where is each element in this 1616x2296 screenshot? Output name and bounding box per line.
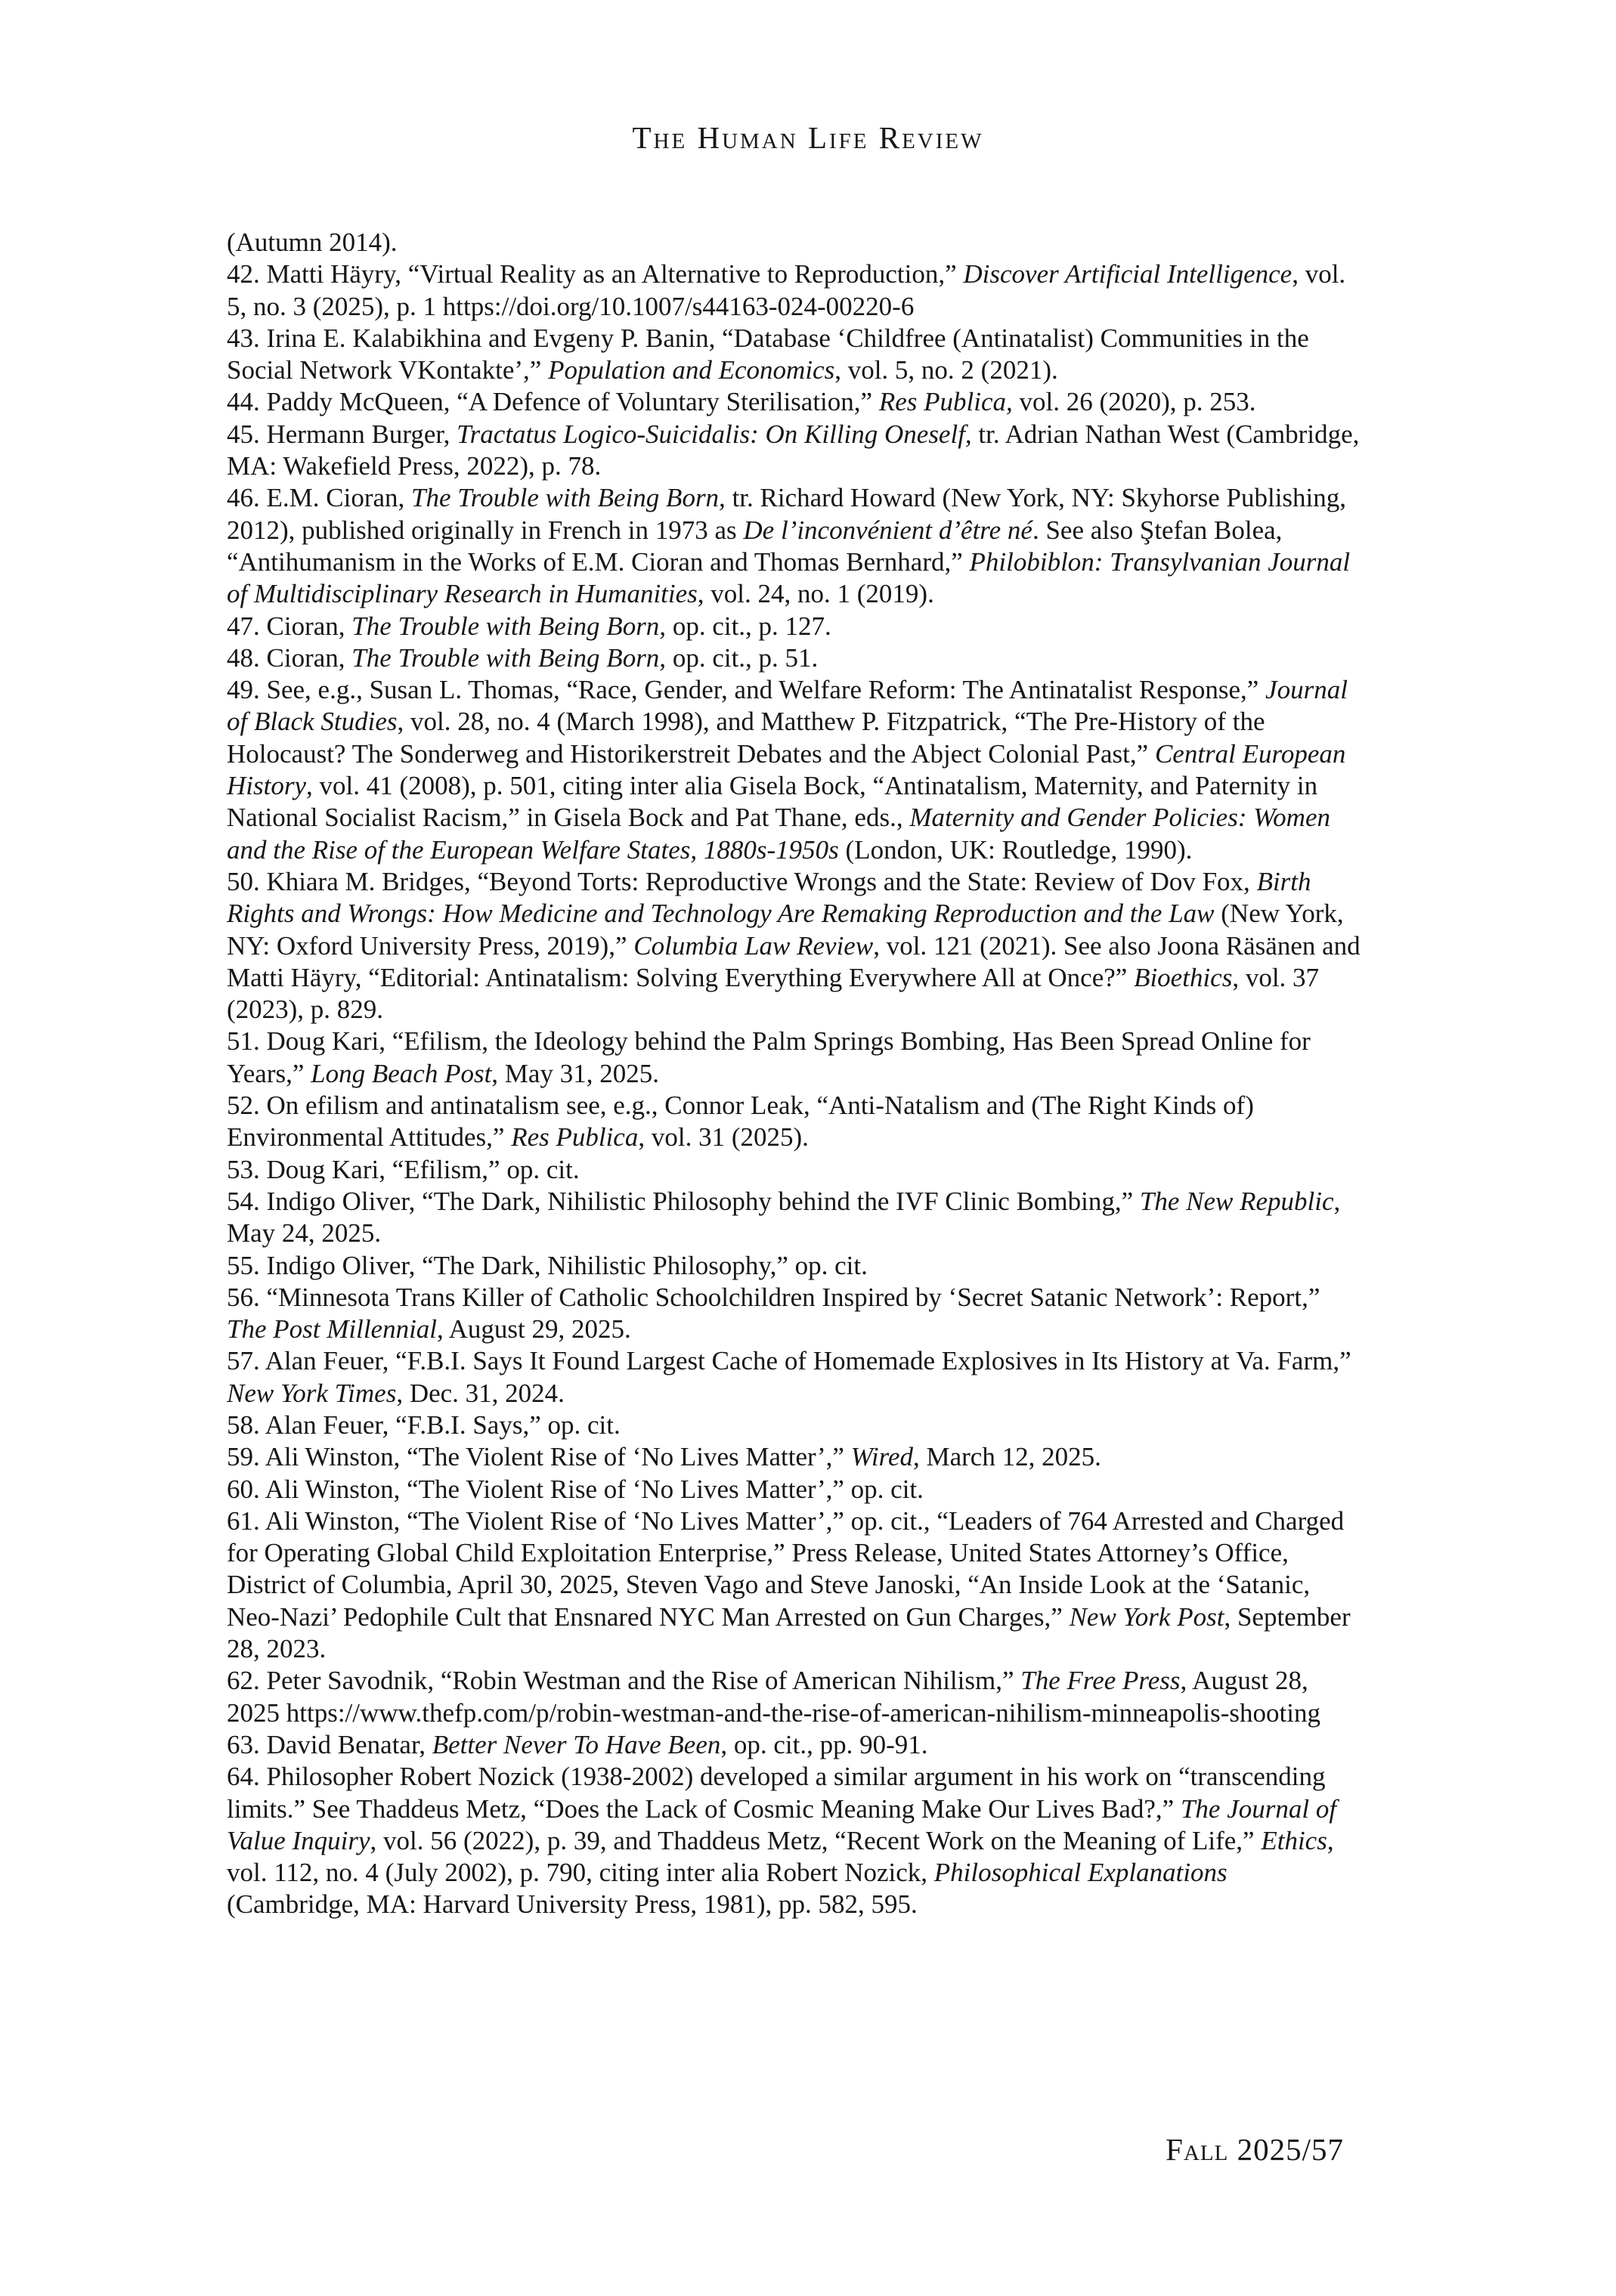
reference-text-segment: 53. Doug Kari, “Efilism,” op. cit. — [227, 1154, 580, 1184]
reference-text-segment: 46. E.M. Cioran, — [227, 483, 412, 513]
reference-italic-segment: Wired — [850, 1442, 913, 1472]
reference-text-segment: 45. Hermann Burger, — [227, 419, 457, 449]
reference — [227, 1441, 1364, 1473]
reference-text-segment: , vol. 24, no. 1 (2019). — [697, 579, 934, 609]
reference-italic-segment: Maternity and Gender Policies: Women and the Rise of the European Welfare States, 1880s-1950s — [227, 803, 1330, 865]
reference-text-segment: 63. David Benatar, — [227, 1729, 432, 1759]
reference — [227, 1154, 1364, 1186]
reference-text-segment: , vol. 5, no. 2 (2021). — [834, 355, 1058, 385]
reference-text-segment: . See also Ştefan Bolea, “Antihumanism in the Works of E.M. Cioran and Thomas Bernhard,” — [227, 515, 1283, 577]
reference — [227, 419, 1364, 483]
references-list — [227, 227, 1364, 1921]
reference-italic-segment: Population and Economics — [548, 355, 835, 385]
reference-italic-segment: Discover Artificial Intelligence — [963, 259, 1292, 289]
reference — [227, 1282, 1364, 1346]
reference-text-segment: , August 28, 2025 https://www.thefp.com/p/robin-westman-and-the-rise-of-american-nihilism-minneapolis-shooting — [227, 1666, 1320, 1728]
reference — [227, 1761, 1364, 1920]
reference — [227, 227, 1364, 258]
reference-text-segment: 44. Paddy McQueen, “A Defence of Voluntary Sterilisation,” — [227, 387, 879, 417]
reference-text-segment: tr. Adrian Nathan West (Cambridge, MA: Wakefield Press, 2022), p. 78. — [227, 419, 1360, 481]
reference-text-segment: , vol. 5, no. 3 (2025), p. 1 https://doi.org/10.1007/s44163-024-00220-6 — [227, 259, 1346, 321]
reference — [227, 866, 1364, 1026]
reference — [227, 1026, 1364, 1090]
reference — [227, 1345, 1364, 1409]
reference — [227, 482, 1364, 610]
reference-italic-segment: The Trouble with Being Born, — [351, 642, 667, 673]
reference-text-segment: , op. cit., pp. 90-91. — [720, 1729, 928, 1759]
reference-text-segment: , vol. 121 (2021). See also Joona Räsänen and Matti Häyry, “Editorial: Antinatalism: Solving Everything Everywhere All at Once?” — [227, 930, 1361, 992]
reference-text-segment: , August 29, 2025. — [437, 1314, 631, 1344]
reference-text-segment: 59. Ali Winston, “The Violent Rise of ‘No Lives Matter’,” — [227, 1442, 851, 1472]
reference-text-segment: op. cit., p. 127. — [666, 611, 831, 641]
reference-text-segment: , vol. 28, no. 4 (March 1998), and Matthew P. Fitzpatrick, “The Pre-History of the Holocaust? The Sonderweg and Historikerstreit Debates and the Abject Colonial Past,” — [227, 707, 1265, 769]
reference-text-segment: 54. Indigo Oliver, “The Dark, Nihilistic Philosophy behind the IVF Clinic Bombing,” — [227, 1186, 1140, 1216]
reference-text-segment: , March 12, 2025. — [912, 1442, 1101, 1472]
reference-italic-segment: New York Post — [1069, 1601, 1224, 1632]
reference-italic-segment: The New Republic — [1139, 1186, 1334, 1216]
reference — [227, 386, 1364, 418]
reference — [227, 1729, 1364, 1761]
reference-text-segment: 58. Alan Feuer, “F.B.I. Says,” op. cit. — [227, 1409, 621, 1440]
reference-text-segment: , May 24, 2025. — [227, 1186, 1341, 1249]
reference-text-segment: , vol. 31 (2025). — [638, 1122, 809, 1153]
reference-italic-segment: Central European History — [227, 738, 1346, 801]
reference-italic-segment: The Post Millennial — [227, 1314, 438, 1344]
reference — [227, 1665, 1364, 1729]
reference — [227, 674, 1364, 866]
reference — [227, 1505, 1364, 1665]
reference-text-segment: 60. Ali Winston, “The Violent Rise of ‘No Lives Matter’,” op. cit. — [227, 1474, 924, 1504]
reference-text-segment: op. cit., p. 51. — [666, 642, 819, 673]
reference — [227, 1090, 1364, 1154]
reference-text-segment: , vol. 41 (2008), p. 501, citing inter alia Gisela Bock, “Antinatalism, Maternity, and Paternity in National Socialist Racism,” in Gisela Bock and Pat Thane, eds., — [227, 771, 1318, 833]
reference-italic-segment: Better Never To Have Been — [432, 1729, 721, 1759]
reference-text-segment: 43. Irina E. Kalabikhina and Evgeny P. Banin, “Database ‘Childfree (Antinatalist) Communities in the Social Network VKontakte’,” — [227, 323, 1309, 385]
reference-text-segment: 57. Alan Feuer, “F.B.I. Says It Found Largest Cache of Homemade Explosives in Its History at Va. Farm,” — [227, 1346, 1351, 1376]
reference — [227, 1474, 1364, 1505]
running-head-title: The Human Life Review — [632, 120, 984, 155]
reference-italic-segment: Res Publica, — [878, 387, 1013, 417]
reference-italic-segment: Ethics — [1261, 1825, 1327, 1855]
reference-italic-segment: Birth Rights and Wrongs: How Medicine and Technology Are Remaking Reproduction and the Law — [227, 866, 1311, 929]
reference — [227, 258, 1364, 323]
reference-text-segment: (London, UK: Routledge, 1990). — [838, 834, 1193, 865]
reference-text-segment: 51. Doug Kari, “Efilism, the Ideology behind the Palm Springs Bombing, Has Been Spread Online for Years,” — [227, 1026, 1311, 1088]
reference-italic-segment: Long Beach Post — [311, 1058, 492, 1088]
reference-italic-segment: The Free Press — [1020, 1666, 1181, 1696]
reference-text-segment: , vol. 37 (2023), p. 829. — [227, 962, 1320, 1025]
reference-italic-segment: The Journal of Value Inquiry — [227, 1793, 1337, 1855]
reference-italic-segment: The Trouble with Being Born, — [411, 483, 726, 513]
reference-text-segment: , vol. 112, no. 4 (July 2002), p. 790, citing inter alia Robert Nozick, — [227, 1825, 1334, 1888]
reference-text-segment: 50. Khiara M. Bridges, “Beyond Torts: Reproductive Wrongs and the State: Review of Dov Fox, — [227, 866, 1257, 896]
reference-italic-segment: De l’inconvénient d’être né — [743, 515, 1032, 545]
reference-italic-segment: Tractatus Logico-Suicidalis: On Killing Oneself, — [457, 419, 972, 449]
reference-text-segment: 47. Cioran, — [227, 611, 352, 641]
reference — [227, 1250, 1364, 1282]
reference-text-segment: 52. On efilism and antinatalism see, e.g., Connor Leak, “Anti-Natalism and (The Right Kinds of) Environmental Attitudes,” — [227, 1091, 1254, 1153]
reference — [227, 611, 1364, 642]
reference-text-segment: 55. Indigo Oliver, “The Dark, Nihilistic Philosophy,” op. cit. — [227, 1250, 868, 1280]
reference-italic-segment: Columbia Law Review — [633, 930, 874, 961]
reference — [227, 642, 1364, 674]
reference-italic-segment: Journal of Black Studies — [227, 675, 1348, 737]
reference-italic-segment: New York Times — [227, 1378, 397, 1408]
reference-text-segment: 64. Philosopher Robert Nozick (1938-2002) developed a similar argument in his work on “transcending limits.” See Thaddeus Metz, “Does the Lack of Cosmic Meaning Make Our Lives Bad?,” — [227, 1762, 1326, 1824]
page-folio: Fall 2025/57 — [1166, 2132, 1344, 2167]
reference-text-segment: (New York, NY: Oxford University Press, 2019),” — [227, 899, 1344, 961]
reference — [227, 323, 1364, 387]
reference-text-segment: vol. 26 (2020), p. 253. — [1012, 387, 1256, 417]
reference-text-segment: , vol. 56 (2022), p. 39, and Thaddeus Metz, “Recent Work on the Meaning of Life,” — [370, 1825, 1262, 1855]
reference-text-segment: , Dec. 31, 2024. — [396, 1378, 565, 1408]
reference-text-segment: (Autumn 2014). — [227, 227, 398, 257]
reference-text-segment: (Cambridge, MA: Harvard University Press, 1981), pp. 582, 595. — [227, 1889, 918, 1920]
reference-text-segment: , May 31, 2025. — [491, 1058, 659, 1088]
reference-text-segment: 48. Cioran, — [227, 642, 352, 673]
reference — [227, 1409, 1364, 1441]
reference-text-segment: 49. See, e.g., Susan L. Thomas, “Race, Gender, and Welfare Reform: The Antinatalist Response,” — [227, 675, 1266, 705]
reference-italic-segment: The Trouble with Being Born, — [351, 611, 667, 641]
reference-italic-segment: Bioethics — [1134, 962, 1233, 992]
reference-text-segment: 62. Peter Savodnik, “Robin Westman and the Rise of American Nihilism,” — [227, 1666, 1021, 1696]
reference-text-segment: 61. Ali Winston, “The Violent Rise of ‘No Lives Matter’,” op. cit., “Leaders of 764 Arrested and Charged for Operating Global Child Exploitation Enterprise,” Press Release, United States Attorney’s Office, District of Columbia, April 30, 2025, Steven Vago and Steve Janoski, “An Inside Look at the ‘Satanic, Neo-Nazi’ Pedophile Cult that Ensnared NYC Man Arrested on Gun Charges,” — [227, 1505, 1345, 1632]
reference-text-segment: 42. Matti Häyry, “Virtual Reality as an Alternative to Reproduction,” — [227, 259, 964, 289]
reference-italic-segment: Res Publica — [511, 1122, 639, 1153]
reference-italic-segment: Philobiblon: Transylvanian Journal of Multidisciplinary Research in Humanities — [227, 546, 1351, 609]
reference-text-segment: 56. “Minnesota Trans Killer of Catholic Schoolchildren Inspired by ‘Secret Satanic Network’: Report,” — [227, 1282, 1320, 1312]
reference — [227, 1186, 1364, 1250]
reference-text-segment: tr. Richard Howard (New York, NY: Skyhorse Publishing, 2012), published originally in French in 1973 as — [227, 483, 1347, 545]
reference-italic-segment: Philosophical Explanations — [933, 1858, 1227, 1888]
reference-text-segment: , September 28, 2023. — [227, 1601, 1351, 1664]
